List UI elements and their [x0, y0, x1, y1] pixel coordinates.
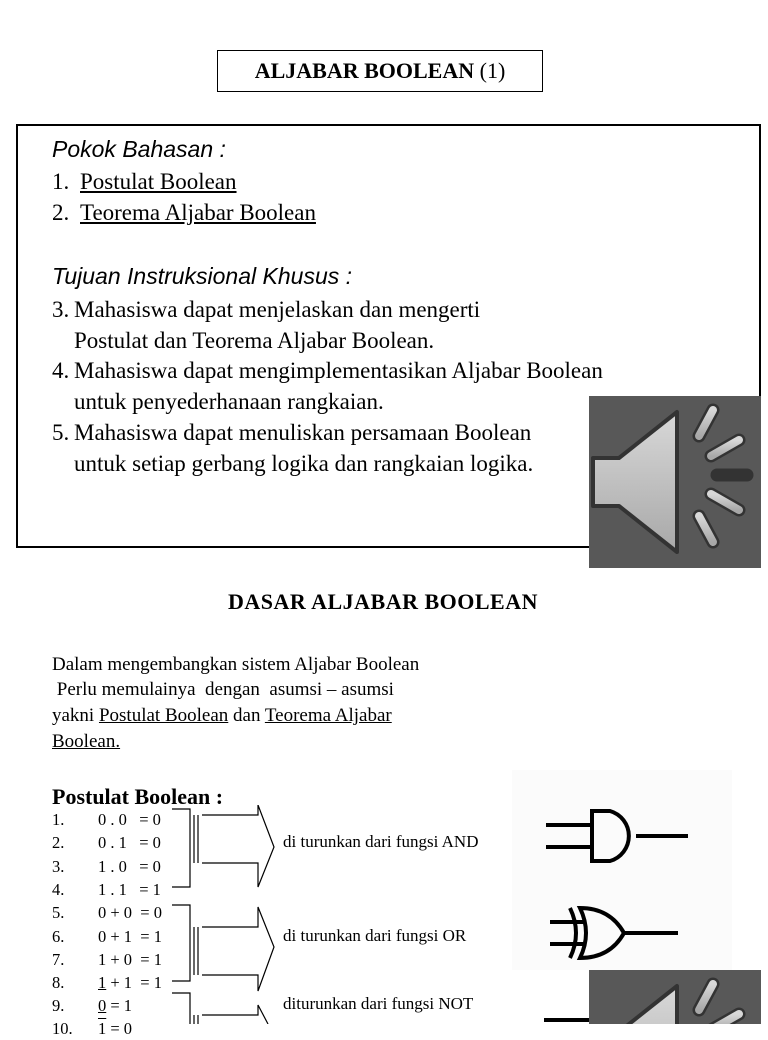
tujuan-heading: Tujuan Instruksional Khusus : — [52, 263, 353, 289]
intro-line-1: Dalam mengembangkan sistem Aljabar Boolean — [52, 654, 420, 675]
speaker-icon — [589, 970, 761, 1024]
link-postulat[interactable]: Postulat Boolean — [80, 169, 237, 194]
postulat-row-8: 8. 1 + 1 = 1 — [52, 973, 162, 992]
postulat-row-3: 3. 1 . 0 = 0 — [52, 857, 161, 876]
postulat-row-4: 4. 1 . 1 = 1 — [52, 880, 161, 899]
note-and: di turunkan dari fungsi AND — [283, 832, 479, 851]
grouping-arrows — [150, 805, 280, 1024]
tujuan-item-5: 5. Mahasiswa dapat menuliskan persamaan Boolean — [52, 420, 532, 445]
postulat-row-5: 5. 0 + 0 = 0 — [52, 903, 162, 922]
link-teorema-aljabar[interactable]: Teorema Aljabar — [264, 705, 392, 726]
tujuan-item-4-cont: untuk penyederhanaan rangkaian. — [74, 389, 384, 414]
link-postulat-boolean[interactable]: Postulat Boolean — [98, 705, 229, 726]
or-gate-icon — [540, 902, 690, 966]
note-or: di turunkan dari fungsi OR — [283, 926, 467, 945]
postulat-row-1: 1. 0 . 0 = 0 — [52, 810, 161, 829]
intro-line-2: Perlu memulainya dengan asumsi – asumsi — [52, 679, 394, 700]
postulat-row-9: 9. 0 = 1 — [52, 996, 133, 1015]
and-gate-icon — [540, 805, 690, 869]
tujuan-item-4: 4. Mahasiswa dapat mengimplementasikan Aljabar Boolean — [52, 358, 603, 383]
speaker-icon — [589, 396, 761, 568]
pokok-item-1: 1. Postulat Boolean — [52, 169, 237, 194]
postulat-row-6: 6. 0 + 1 = 1 — [52, 927, 162, 946]
page-title-suffix: (1) — [479, 58, 506, 83]
link-teorema[interactable]: Teorema Aljabar Boolean — [80, 200, 316, 225]
section-heading: DASAR ALJABAR BOOLEAN — [228, 589, 538, 614]
page-title — [217, 50, 543, 92]
postulat-heading: Postulat Boolean : — [52, 784, 224, 809]
tujuan-item-3-cont: Postulat dan Teorema Aljabar Boolean. — [74, 328, 435, 353]
intro-line-3: yakni Postulat Boolean dan Teorema Aljabar — [52, 705, 392, 726]
tujuan-item-3: 3. Mahasiswa dapat menjelaskan dan mengerti — [52, 297, 481, 322]
intro-line-4[interactable]: Boolean. — [52, 731, 121, 752]
audio-button-2[interactable] — [589, 970, 761, 1024]
postulat-row-2: 2. 0 . 1 = 0 — [52, 833, 161, 852]
audio-button[interactable] — [589, 396, 761, 568]
tujuan-item-5-cont: untuk setiap gerbang logika dan rangkaian logika. — [74, 451, 534, 476]
note-not: diturunkan dari fungsi NOT — [283, 994, 474, 1013]
pokok-item-2: 2. Teorema Aljabar Boolean — [52, 200, 316, 225]
postulat-row-10: 10. 1 = 0 — [52, 1019, 133, 1038]
postulat-row-7: 7. 1 + 0 = 1 — [52, 950, 162, 969]
pokok-heading: Pokok Bahasan : — [52, 136, 226, 162]
page-title-main: ALJABAR BOOLEAN — [254, 58, 475, 83]
